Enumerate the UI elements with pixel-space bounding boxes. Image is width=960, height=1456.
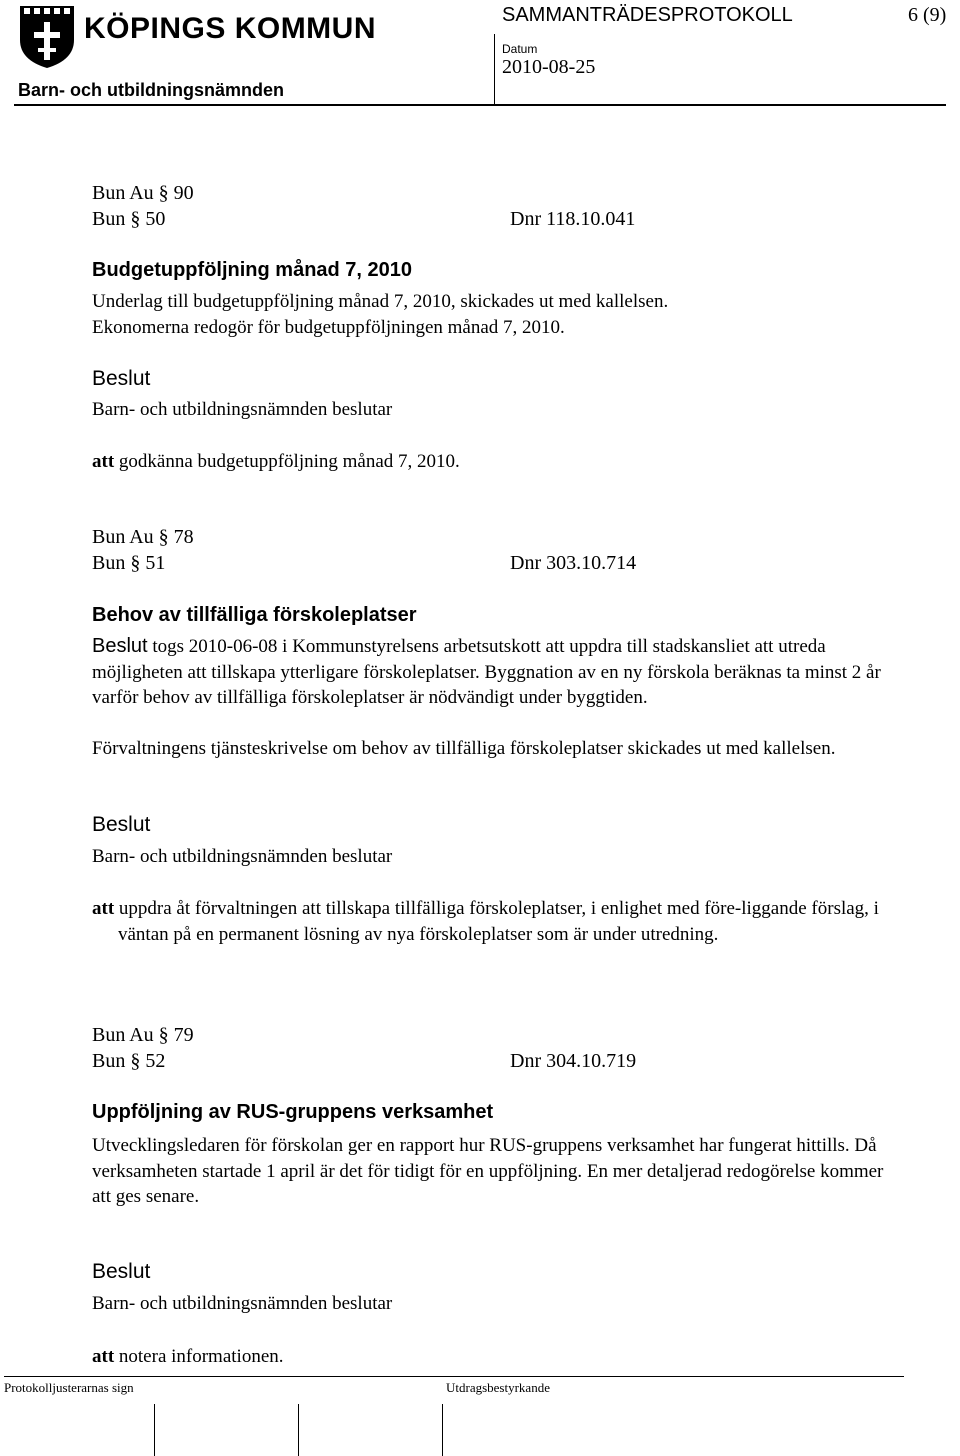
au-reference: Bun Au § 79 bbox=[92, 1024, 194, 1046]
item-paragraph: Ekonomerna redogör för budgetuppföljningen månad 7, 2010. bbox=[92, 317, 565, 338]
header-divider bbox=[494, 34, 495, 104]
committee-decides: Barn- och utbildningsnämnden beslutar bbox=[92, 1293, 393, 1314]
item-paragraph bbox=[92, 634, 892, 711]
protocol-title: SAMMANTRÄDESPROTOKOLL bbox=[502, 4, 793, 26]
signature-box-divider bbox=[154, 1404, 155, 1456]
att-keyword: att bbox=[92, 898, 115, 919]
logo-text: KÖPINGS KOMMUN bbox=[84, 12, 376, 45]
municipality-logo bbox=[14, 4, 376, 70]
extract-certification-label: Utdragsbestyrkande bbox=[446, 1380, 550, 1395]
decision-body: notera informationen. bbox=[114, 1346, 284, 1367]
signature-box-divider bbox=[442, 1404, 443, 1456]
item-paragraph: Förvaltningens tjänsteskrivelse om behov av tillfälliga förskoleplatser skickades ut med kallelsen. bbox=[92, 738, 836, 759]
dnr-number: Dnr 118.10.041 bbox=[510, 208, 636, 230]
beslut-inline: Beslut bbox=[92, 635, 148, 657]
dnr-number: Dnr 304.10.719 bbox=[510, 1050, 637, 1072]
signature-label: Protokolljusterarnas sign bbox=[4, 1380, 134, 1395]
beslut-heading: Beslut bbox=[92, 1260, 151, 1283]
decision-body: godkänna budgetuppföljning månad 7, 2010. bbox=[114, 451, 460, 472]
committee-decides: Barn- och utbildningsnämnden beslutar bbox=[92, 399, 393, 420]
bun-reference: Bun § 51 bbox=[92, 552, 166, 574]
committee-decides: Barn- och utbildningsnämnden beslutar bbox=[92, 846, 393, 867]
decision-text bbox=[92, 449, 882, 475]
committee-name: Barn- och utbildningsnämnden bbox=[18, 80, 284, 100]
att-keyword: att bbox=[92, 451, 115, 472]
au-reference: Bun Au § 90 bbox=[92, 182, 194, 204]
beslut-heading: Beslut bbox=[92, 367, 151, 390]
date-label: Datum bbox=[502, 42, 538, 56]
item-heading: Behov av tillfälliga förskoleplatser bbox=[92, 604, 417, 626]
bun-reference: Bun § 50 bbox=[92, 208, 166, 230]
item-heading: Uppföljning av RUS-gruppens verksamhet bbox=[92, 1101, 494, 1123]
au-reference: Bun Au § 78 bbox=[92, 526, 194, 548]
bun-reference: Bun § 52 bbox=[92, 1050, 166, 1072]
date-value: 2010-08-25 bbox=[502, 56, 596, 78]
att-keyword: att bbox=[92, 1346, 115, 1367]
decision-body: uppdra åt förvaltningen att tillskapa tillfälliga förskoleplatser, i enlighet med före-liggande förslag, i väntan på en permanent lösning av nya förskoleplatser som är under utredning. bbox=[114, 898, 879, 945]
beslut-heading: Beslut bbox=[92, 813, 151, 836]
decision-text bbox=[92, 896, 908, 947]
item-paragraph: Utvecklingsledaren för förskolan ger en rapport hur RUS-gruppens verksamhet har fungerat hittills. Då verksamheten startade 1 april är det för tidigt för en uppföljning. En mer detaljerad redogörelse kommer att ges senare. bbox=[92, 1135, 884, 1207]
coat-of-arms-icon bbox=[14, 4, 80, 70]
item-heading: Budgetuppföljning månad 7, 2010 bbox=[92, 259, 413, 281]
dnr-number: Dnr 303.10.714 bbox=[510, 552, 637, 574]
decision-text bbox=[92, 1344, 882, 1370]
header-rule bbox=[14, 104, 946, 106]
signature-box-divider bbox=[298, 1404, 299, 1456]
item-paragraph: Underlag till budgetuppföljning månad 7, 2010, skickades ut med kallelsen. bbox=[92, 291, 669, 312]
paragraph-body: togs 2010-06-08 i Kommunstyrelsens arbetsutskott att uppdra till stadskansliet att utreda möjligheten att tillskapa ytterligare förskoleplatser. Byggnation av en ny förskola beräknas ta minst 2 år varför behov av tillfälliga förskoleplatser är nödvändigt under byggtiden. bbox=[92, 636, 881, 708]
footer-rule bbox=[4, 1376, 904, 1377]
page-number: 6 (9) bbox=[908, 4, 947, 26]
